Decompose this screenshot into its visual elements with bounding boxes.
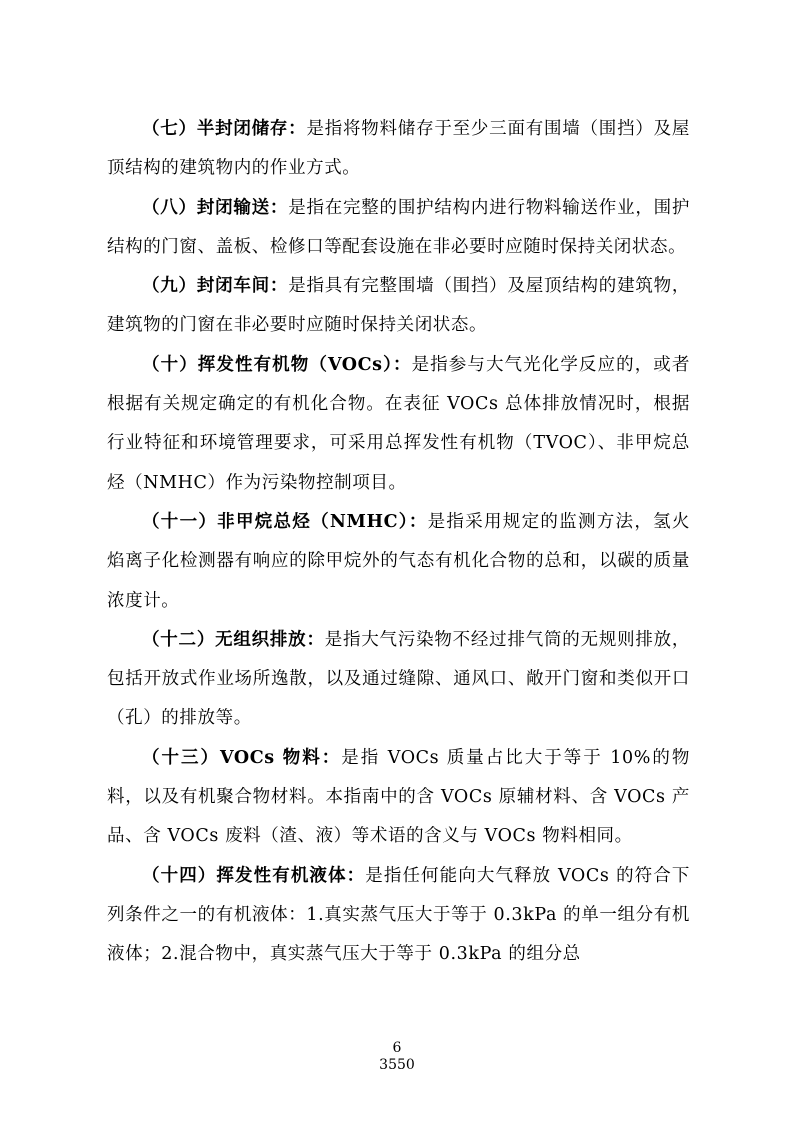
definition-paragraph-8 [107, 189, 690, 268]
definition-paragraph-12 [107, 621, 690, 739]
definition-text: 是指大气污染物不经过排气筒的无规则排放，包括开放式作业场所逸散，以及通过缝隙、通风口、敞开门窗和类似开口（孔）的排放等。 [107, 629, 691, 729]
definition-text: 是指具有完整围墙（围挡）及屋顶结构的建筑物，建筑物的门窗在非必要时应随时保持关闭状态。 [107, 276, 690, 336]
definition-paragraph-13 [107, 739, 690, 857]
definition-text: 是指在完整的围护结构内进行物料输送作业，围护结构的门窗、盖板、检修口等配套设施在非必要时应随时保持关闭状态。 [107, 197, 690, 257]
definition-text: 是指将物料储存于至少三面有围墙（围挡）及屋顶结构的建筑物内的作业方式。 [107, 119, 690, 179]
definition-term: （十四）挥发性有机液体： [142, 865, 366, 886]
definition-text: 是指 VOCs 质量占比大于等于 10%的物料，以及有机聚合物材料。本指南中的含 VOCs 原辅材料、含 VOCs 产品、含 VOCs 废料（渣、液）等术语的含义与 VOCs 物料相同。 [107, 747, 690, 847]
definition-term: （十一）非甲烷总烃（NMHC）： [142, 511, 428, 532]
body-text [107, 110, 690, 975]
page-number: 6 [392, 1040, 402, 1056]
definition-text: 是指参与大气光化学反应的，或者根据有关规定确定的有机化合物。在表征 VOCs 总体排放情况时，根据行业特征和环境管理要求，可采用总挥发性有机物（TVOC）、非甲烷总烃（NMHC）作为污染物控制项目。 [107, 354, 690, 493]
definition-paragraph-11 [107, 503, 690, 621]
definition-text: 是指任何能向大气释放 VOCs 的符合下列条件之一的有机液体：1.真实蒸气压大于等于 0.3kPa 的单一组分有机液体；2.混合物中，真实蒸气压大于等于 0.3kPa 的组分总 [107, 865, 690, 965]
definition-term: （十）挥发性有机物（VOCs）： [142, 354, 412, 375]
definition-text: 是指采用规定的监测方法，氢火焰离子化检测器有响应的除甲烷外的气态有机化合物的总和，以碳的质量浓度计。 [107, 511, 690, 611]
definition-term: （十二）无组织排放： [142, 629, 325, 650]
definition-term: （七）半封闭储存： [142, 119, 307, 139]
definition-paragraph-9 [107, 267, 690, 346]
page-code: 3550 [379, 1057, 415, 1073]
definition-term: （十三）VOCs 物料： [142, 747, 342, 768]
definition-paragraph-14 [107, 857, 690, 975]
definition-term: （八）封闭输送： [142, 197, 289, 218]
definition-paragraph-10 [107, 346, 690, 503]
definition-term: （九）封闭车间： [142, 276, 289, 297]
definition-paragraph-7 [107, 110, 690, 189]
